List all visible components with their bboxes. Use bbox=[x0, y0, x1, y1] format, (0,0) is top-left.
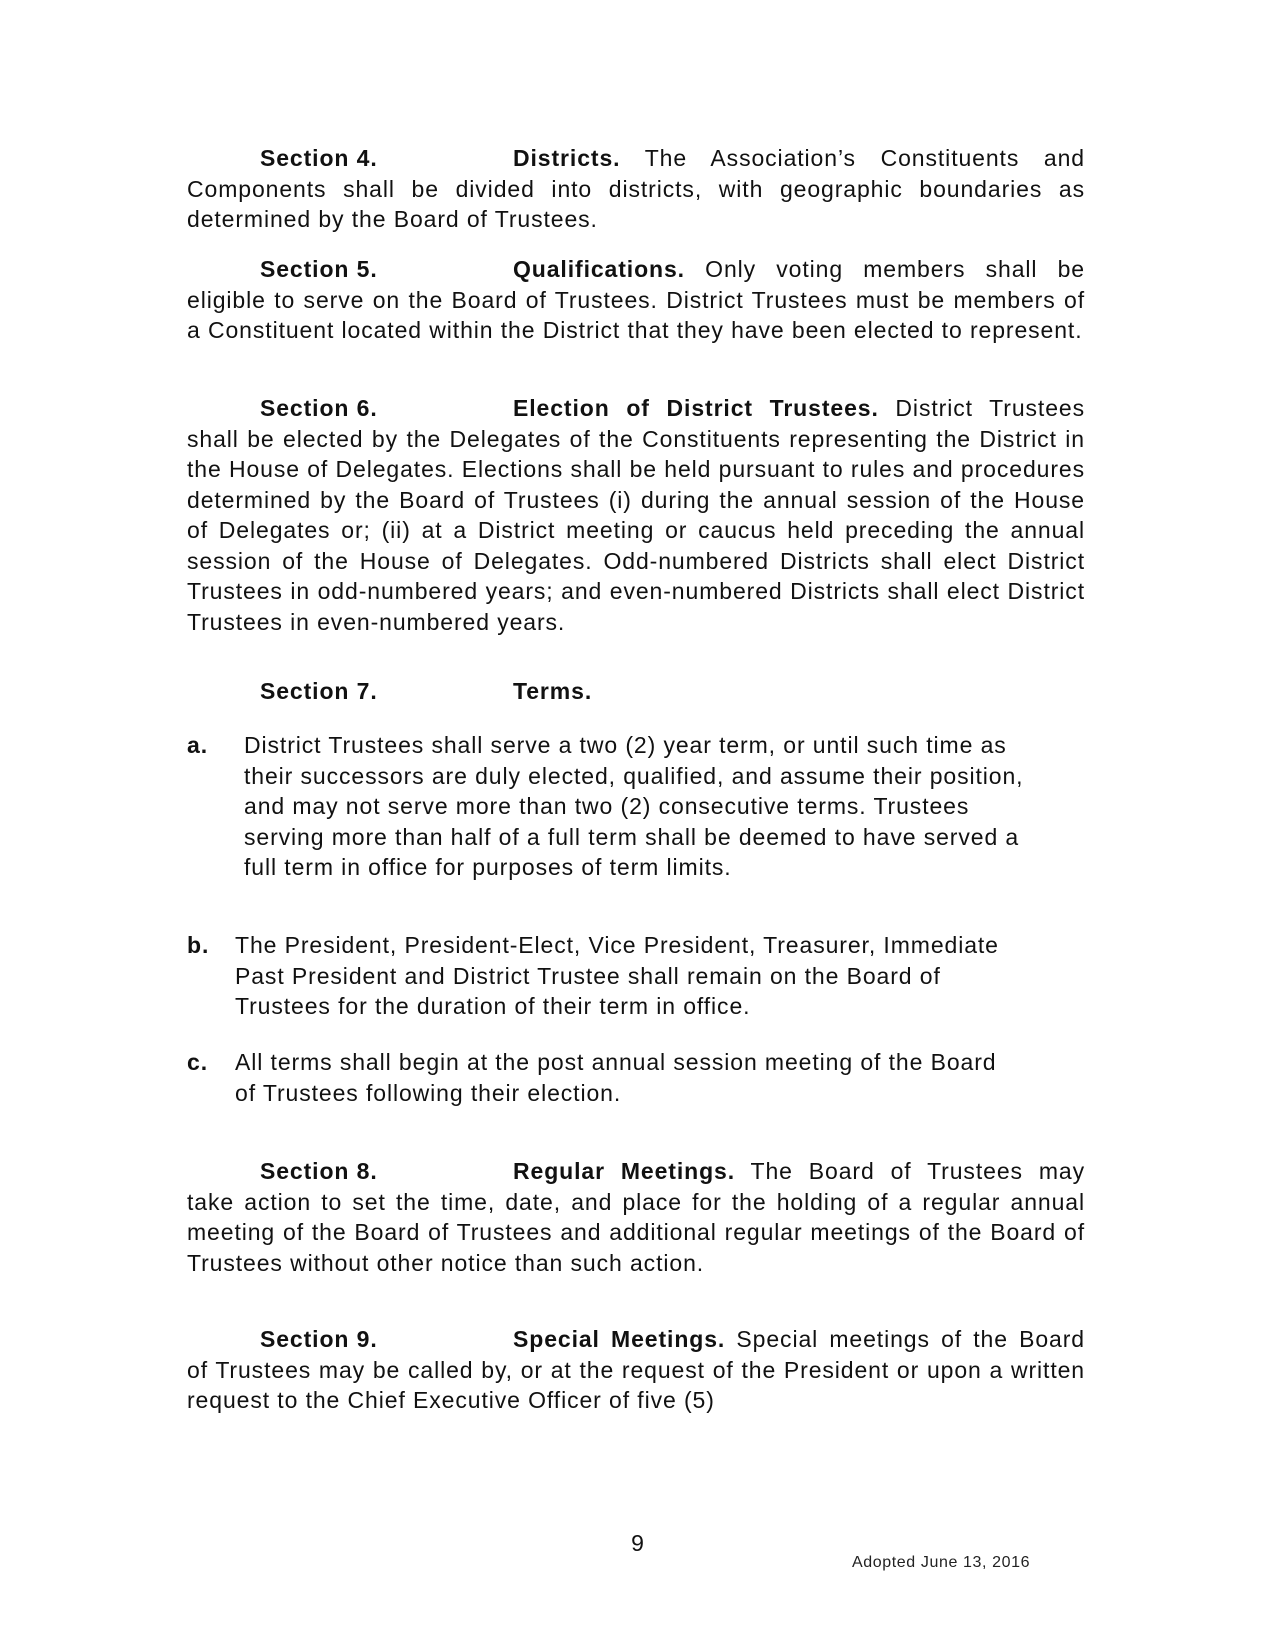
section-5 bbox=[187, 254, 1085, 346]
page-number: 9 bbox=[631, 1530, 644, 1556]
section-6 bbox=[187, 393, 1085, 637]
item-text: District Trustees shall serve a two (2) year term, or until such time as their successors are duly elected, qualified, and assume their position, and may not serve more than two (2) consecutive terms. Trustees serving more than half of a full term shall be deemed to have served a full term in office for purposes of term limits. bbox=[244, 732, 1024, 880]
section-4 bbox=[187, 143, 1085, 235]
terms-item-a bbox=[187, 730, 1067, 883]
section-text: The Association’s Constituents and Components shall be divided into districts, with geographic boundaries as determined by the Board of Trustees. bbox=[187, 145, 1085, 232]
section-title: Special Meetings. bbox=[513, 1326, 726, 1352]
terms-item-b bbox=[187, 930, 1067, 1022]
section-label: Section 9. bbox=[260, 1326, 378, 1352]
item-letter: a. bbox=[187, 732, 208, 758]
section-title: Regular Meetings. bbox=[513, 1158, 736, 1184]
section-label: Section 6. bbox=[260, 395, 378, 421]
item-text: All terms shall begin at the post annual session meeting of the Board of Trustees following their election. bbox=[235, 1049, 997, 1106]
section-title: Election of District Trustees. bbox=[513, 395, 879, 421]
section-text: The Board of Trustees may take action to set the time, date, and place for the holding of a regular annual meeting of the Board of Trustees and additional regular meetings of the Board of Trustees without other notice than such action. bbox=[187, 1158, 1085, 1276]
terms-item-c bbox=[187, 1047, 1067, 1108]
section-label: Section 5. bbox=[260, 256, 378, 282]
item-text: The President, President-Elect, Vice President, Treasurer, Immediate Past President and District Trustee shall remain on the Board of Trustees for the duration of their term in office. bbox=[235, 932, 999, 1019]
section-9 bbox=[187, 1324, 1085, 1416]
section-title: Districts. bbox=[513, 145, 621, 171]
adopted-date: Adopted June 13, 2016 bbox=[852, 1554, 1031, 1571]
section-label: Section 8. bbox=[260, 1158, 378, 1184]
section-label: Section 7. bbox=[260, 678, 378, 704]
section-title: Terms. bbox=[513, 678, 593, 704]
section-label: Section 4. bbox=[260, 145, 378, 171]
section-title: Qualifications. bbox=[513, 256, 685, 282]
section-7 bbox=[187, 676, 1085, 707]
section-8 bbox=[187, 1156, 1085, 1278]
section-text: Special meetings of the Board of Trustees may be called by, or at the request of the President or upon a written request to the Chief Executive Officer of five (5) bbox=[187, 1326, 1085, 1413]
section-text: District Trustees shall be elected by the Delegates of the Constituents representing the District in the House of Delegates. Elections shall be held pursuant to rules and procedures determined by the Board of Trustees (i) during the annual session of the House of Delegates or; (ii) at a District meeting or caucus held preceding the annual session of the House of Delegates. Odd-numbered Districts shall elect District Trustees in odd-numbered years; and even-numbered Districts shall elect District Trustees in even-numbered years. bbox=[187, 395, 1085, 635]
section-text: Only voting members shall be eligible to serve on the Board of Trustees. District Trustees must be members of a Constituent located within the District that they have been elected to represent. bbox=[187, 256, 1085, 343]
item-letter: b. bbox=[187, 932, 210, 958]
item-letter: c. bbox=[187, 1049, 208, 1075]
